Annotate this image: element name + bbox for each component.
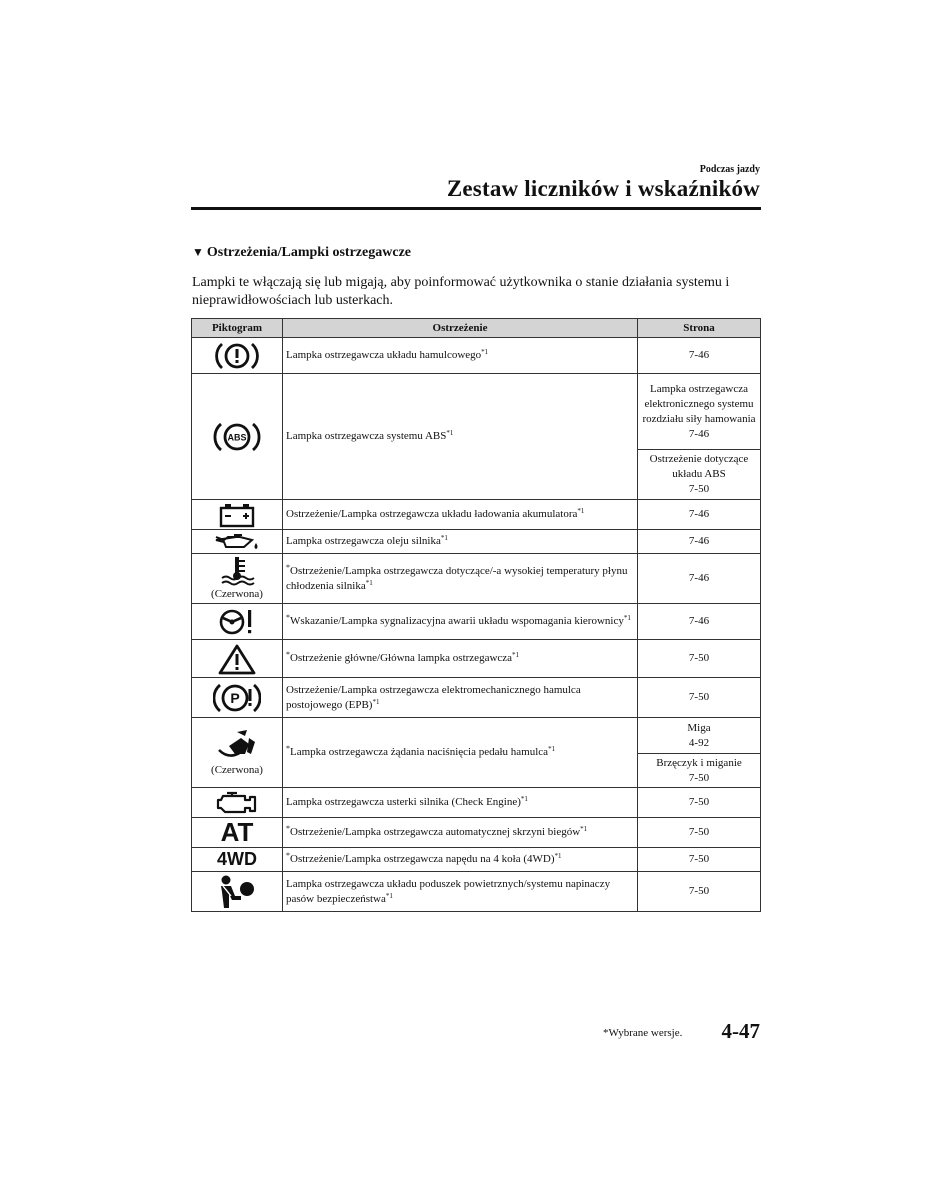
warning-cell: Lampka ostrzegawcza oleju silnika$^{*1}$ xyxy=(283,530,638,554)
table-row xyxy=(192,604,761,640)
oil-pressure-icon xyxy=(214,532,260,552)
coolant-temperature-icon xyxy=(219,556,255,586)
page-cell: 7-46 xyxy=(638,554,761,604)
title-rule xyxy=(191,207,761,210)
table-row xyxy=(192,640,761,678)
page-cell: 7-46 xyxy=(638,338,761,374)
page-cell: 7-46 xyxy=(638,604,761,640)
table-row xyxy=(192,338,761,374)
page-cell: 7-50 xyxy=(638,640,761,678)
warning-cell: Ostrzeżenie/Lampka ostrzegawcza elektromechanicznego hamulca postojowego (EPB)$^{*1}$ xyxy=(283,678,638,718)
subheading xyxy=(192,245,411,261)
table-row xyxy=(192,848,761,872)
svg-text:ABS: ABS xyxy=(227,432,247,442)
pictogram-note: (Czerwona) xyxy=(211,764,263,776)
warning-cell: Lampka ostrzegawcza usterki silnika (Check Engine)$^{*1}$ xyxy=(283,788,638,818)
pictogram-note: (Czerwona) xyxy=(211,588,263,600)
pictogram-cell xyxy=(192,818,283,848)
abs-warning-icon xyxy=(213,420,261,454)
brake-warning-icon xyxy=(214,340,260,372)
warning-lights-table xyxy=(191,318,761,912)
check-engine-icon xyxy=(215,790,259,816)
table-row xyxy=(192,374,761,450)
table-header-row xyxy=(192,319,761,338)
pictogram-cell xyxy=(192,530,283,554)
footnote: *Wybrane wersje. xyxy=(603,1027,683,1039)
warning-cell: Lampka ostrzegawcza układu poduszek powietrznych/systemu napinaczy pasów bezpieczeństwa$^{*1}$ xyxy=(283,872,638,912)
page-cell: Ostrzeżenie dotyczące układu ABS 7-50 xyxy=(638,450,761,500)
power-steering-icon xyxy=(217,607,257,637)
page-cell: 7-50 xyxy=(638,788,761,818)
subheading-text: Ostrzeżenia/Lampki ostrzegawcze xyxy=(206,245,411,260)
pictogram-cell xyxy=(192,374,283,500)
pictogram-cell xyxy=(192,718,283,788)
triangle-down-icon: ▼ xyxy=(192,245,204,259)
table-row xyxy=(192,788,761,818)
page-cell: 7-50 xyxy=(638,678,761,718)
parking-brake-icon xyxy=(213,681,261,715)
page-number: 4-47 xyxy=(721,1019,760,1043)
pictogram-cell xyxy=(192,678,283,718)
pictogram-cell xyxy=(192,500,283,530)
table-row xyxy=(192,678,761,718)
pictogram-cell xyxy=(192,640,283,678)
page-cell: Lampka ostrzegawcza elektronicznego systemu rozdziału siły hamowania 7-46 xyxy=(638,374,761,450)
warning-cell: *Wskazanie/Lampka sygnalizacyjna awarii układu wspomagania kierownicy$^{*1}$ xyxy=(283,604,638,640)
at-icon: AT xyxy=(220,817,254,847)
warning-cell: *Ostrzeżenie/Lampka ostrzegawcza napędu na 4 koła $(4WD)^{*1}$ xyxy=(283,848,638,872)
pictogram-cell xyxy=(192,338,283,374)
table-row xyxy=(192,718,761,754)
warning-cell: *Ostrzeżenie/Lampka ostrzegawcza dotyczące/-a wysokiej temperatury płynu chłodzenia silnika$^{*1}$ xyxy=(283,554,638,604)
page-cell: Brzęczyk i miganie 7-50 xyxy=(638,754,761,788)
master-warning-icon xyxy=(217,643,257,675)
table-row xyxy=(192,500,761,530)
table-row xyxy=(192,818,761,848)
page-title: Zestaw liczników i wskaźników xyxy=(446,176,760,201)
warning-cell: *Ostrzeżenie główne/Główna lampka ostrzegawcza$^{*1}$ xyxy=(283,640,638,678)
page-cell: 7-50 xyxy=(638,818,761,848)
battery-charging-icon xyxy=(217,502,257,528)
section-label: Podczas jazdy xyxy=(699,164,760,175)
table-row xyxy=(192,530,761,554)
header-pictogram: Piktogram xyxy=(192,319,283,338)
4wd-icon: 4WD xyxy=(217,849,257,869)
page-cell: 7-46 xyxy=(638,500,761,530)
page-cell: 7-46 xyxy=(638,530,761,554)
warning-cell: Lampka ostrzegawcza systemu ABS$^{*1}$ xyxy=(283,374,638,500)
pictogram-cell xyxy=(192,788,283,818)
airbag-icon xyxy=(217,874,257,910)
svg-text:P: P xyxy=(230,689,240,706)
page-cell: 7-50 xyxy=(638,848,761,872)
warning-cell: Ostrzeżenie/Lampka ostrzegawcza układu ładowania akumulatora$^{*1}$ xyxy=(283,500,638,530)
pictogram-cell xyxy=(192,848,283,872)
table-row xyxy=(192,872,761,912)
header-page: Strona xyxy=(638,319,761,338)
table-row xyxy=(192,554,761,604)
page-cell: Miga 4-92 xyxy=(638,718,761,754)
pictogram-cell xyxy=(192,872,283,912)
intro-paragraph: Lampki te włączają się lub migają, aby poinformować użytkownika o stanie działania systemu i nieprawidłowościach lub usterkach. xyxy=(192,275,730,308)
warning-cell: *Ostrzeżenie/Lampka ostrzegawcza automatycznej skrzyni biegów$^{*1}$ xyxy=(283,818,638,848)
warning-cell: Lampka ostrzegawcza układu hamulcowego$^{*1}$ xyxy=(283,338,638,374)
page-cell: 7-50 xyxy=(638,872,761,912)
pictogram-cell xyxy=(192,604,283,640)
header-warning: Ostrzeżenie xyxy=(283,319,638,338)
brake-pedal-icon xyxy=(215,728,259,762)
warning-cell: *Lampka ostrzegawcza żądania naciśnięcia pedału hamulca$^{*1}$ xyxy=(283,718,638,788)
pictogram-cell xyxy=(192,554,283,604)
